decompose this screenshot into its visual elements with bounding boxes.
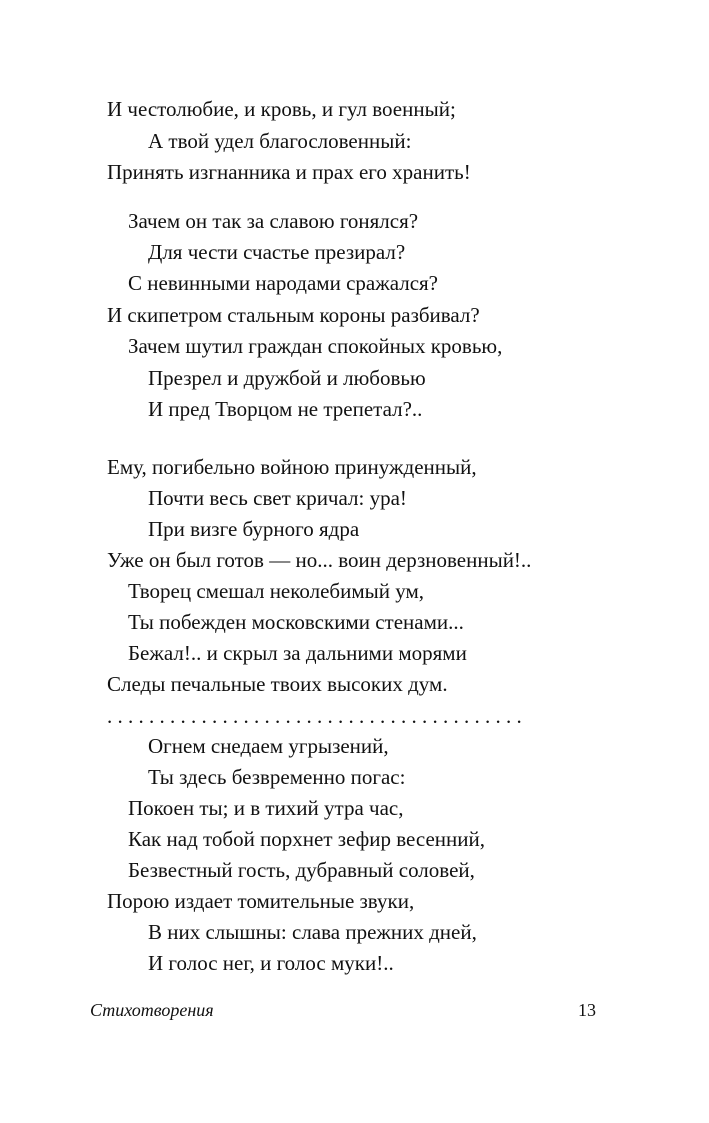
poem-line: С невинными народами сражался? — [128, 271, 439, 295]
poem-line: Огнем снедаем угрызений, — [148, 734, 389, 758]
page-number: 13 — [578, 1000, 596, 1020]
poem-line: В них слышны: слава прежних дней, — [148, 920, 477, 944]
poem-line: Творец смешал неколебимый ум, — [128, 579, 424, 603]
running-footer-title: Стихотворения — [90, 1000, 214, 1020]
poem-line: И пред Творцом не трепетал?.. — [148, 397, 423, 421]
poem-line: Зачем шутил граждан спокойных кровью, — [128, 334, 503, 358]
poem-line: При визге бурного ядра — [148, 517, 360, 541]
poem-line: Бежал!.. и скрыл за дальними морями — [128, 641, 467, 665]
ellipsis-divider: . . . . . . . . . . . . . . . . . . . . . . . . . . . . . . . . . . . . . . . . — [107, 704, 522, 728]
poem-line: Для чести счастье презирал? — [148, 240, 406, 264]
poem-line: И скипетром стальным короны разбивал? — [107, 303, 480, 327]
poem-line: Порою издает томительные звуки, — [107, 889, 415, 913]
poem-line: Ты здесь безвременно погас: — [148, 765, 406, 789]
poem-line: Принять изгнанника и прах его хранить! — [107, 160, 471, 184]
poem-line: Зачем он так за славою гонялся? — [128, 209, 419, 233]
poem-line: Безвестный гость, дубравный соловей, — [128, 858, 475, 882]
poem-line: Уже он был готов — но... воин дерзновенный!.. — [107, 548, 532, 572]
poem-line: И честолюбие, и кровь, и гул военный; — [107, 97, 456, 121]
poem-line: Следы печальные твоих высоких дум. — [107, 672, 448, 696]
poem-line: Почти весь свет кричал: ура! — [148, 486, 407, 510]
poem-line: Презрел и дружбой и любовью — [148, 366, 426, 390]
poem-line: Ему, погибельно войною принужденный, — [107, 455, 477, 479]
poem-line: Покоен ты; и в тихий утра час, — [128, 796, 404, 820]
poem-line: Ты побежден московскими стенами... — [128, 610, 464, 634]
poem-line: А твой удел благословенный: — [148, 129, 412, 153]
poem-line: Как над тобой порхнет зефир весенний, — [128, 827, 485, 851]
poem-line: И голос нег, и голос муки!.. — [148, 951, 394, 975]
